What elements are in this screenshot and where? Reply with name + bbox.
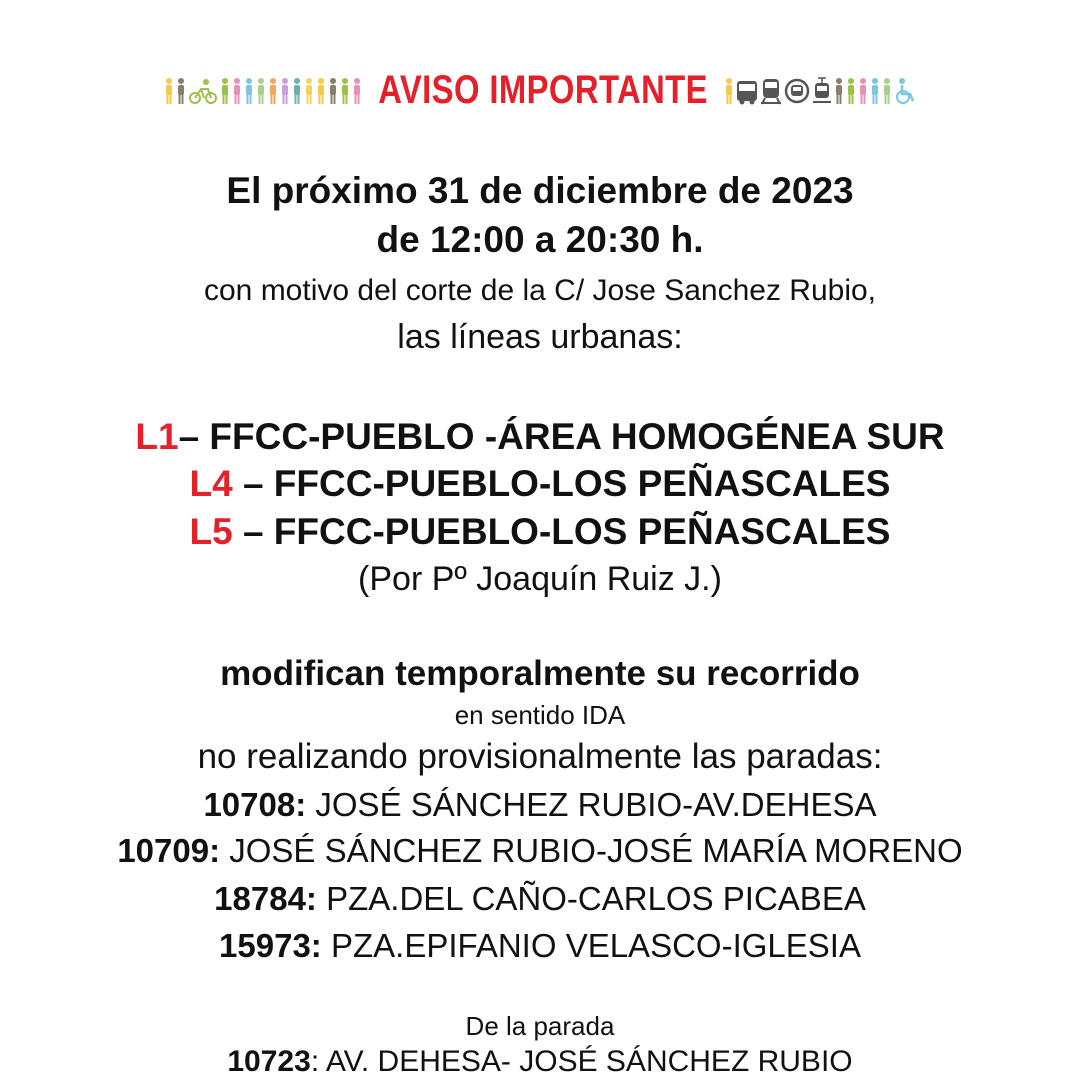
person-icon — [834, 77, 844, 105]
route-desc: – FFCC-PUEBLO-LOS PEÑASCALES — [232, 511, 891, 552]
date-line: El próximo 31 de diciembre de 2023 — [226, 170, 854, 211]
stops-intro: no realizando provisionalmente las paradas: — [197, 737, 883, 776]
time-line: de 12:00 a 20:30 h. — [376, 219, 704, 260]
from-stop-row — [0, 1045, 1080, 1079]
lines-intro: las líneas urbanas: — [397, 318, 683, 356]
stop-code: 10709: — [117, 832, 221, 869]
person-icon — [846, 77, 856, 105]
stop-row — [0, 927, 1080, 965]
reason-line: con motivo del corte de la C/ Jose Sanchez Rubio, — [203, 274, 877, 307]
route-code: L1 — [135, 416, 179, 457]
route-code: L5 — [189, 511, 233, 552]
person-icon — [882, 77, 892, 105]
banner-title: AVISO IMPORTANTE — [378, 67, 708, 112]
person-icon — [164, 77, 174, 105]
route-code: L4 — [189, 463, 233, 504]
person-icon — [176, 77, 186, 105]
person-icon — [244, 77, 254, 105]
person-icon — [232, 77, 242, 105]
from-stop-label: De la parada — [465, 1011, 615, 1041]
stop-name: JOSÉ SÁNCHEZ RUBIO-JOSÉ MARÍA MORENO — [220, 832, 963, 869]
person-icon — [304, 77, 314, 105]
stop-name: PZA.EPIFANIO VELASCO-IGLESIA — [321, 927, 861, 964]
person-icon — [268, 77, 278, 105]
route-desc: – FFCC-PUEBLO -ÁREA HOMOGÉNEA SUR — [178, 416, 945, 457]
stop-code: 10708: — [203, 786, 307, 823]
person-icon — [280, 77, 290, 105]
stop-row — [0, 786, 1080, 824]
stop-name: : AV. DEHESA- JOSÉ SÁNCHEZ RUBIO — [310, 1045, 853, 1078]
stop-row — [0, 880, 1080, 918]
transport-icons-right — [724, 75, 916, 105]
tram-icon — [812, 77, 832, 105]
bus-icon — [736, 77, 758, 105]
routes-note: (Por Pº Joaquín Ruiz J.) — [358, 560, 722, 598]
person-icon — [256, 77, 266, 105]
stop-code: 10723 — [227, 1045, 311, 1078]
person-icon — [340, 77, 350, 105]
route-line-l4 — [0, 463, 1080, 505]
person-icon — [858, 77, 868, 105]
stop-row — [0, 832, 1080, 870]
person-icon — [724, 77, 734, 105]
route-desc: – FFCC-PUEBLO-LOS PEÑASCALES — [232, 463, 891, 504]
change-headline: modifican temporalmente su recorrido — [220, 654, 860, 693]
route-line-l5 — [0, 511, 1080, 553]
people-icons-left — [164, 75, 362, 105]
stop-name: JOSÉ SÁNCHEZ RUBIO-AV.DEHESA — [306, 786, 877, 823]
wheelchair-icon — [894, 77, 916, 105]
stop-code: 18784: — [214, 880, 317, 917]
direction-line: en sentido IDA — [454, 700, 626, 730]
stop-code: 15973: — [219, 927, 322, 964]
person-icon — [220, 77, 230, 105]
person-icon — [870, 77, 880, 105]
person-icon — [328, 77, 338, 105]
banner — [0, 66, 1080, 114]
stop-name: PZA.DEL CAÑO-CARLOS PICABEA — [316, 880, 866, 917]
route-line-l1 — [0, 416, 1080, 458]
bicycle-icon — [188, 77, 218, 105]
metro-icon — [784, 77, 810, 105]
person-icon — [352, 77, 362, 105]
person-icon — [316, 77, 326, 105]
train-icon — [760, 77, 782, 105]
person-icon — [292, 77, 302, 105]
